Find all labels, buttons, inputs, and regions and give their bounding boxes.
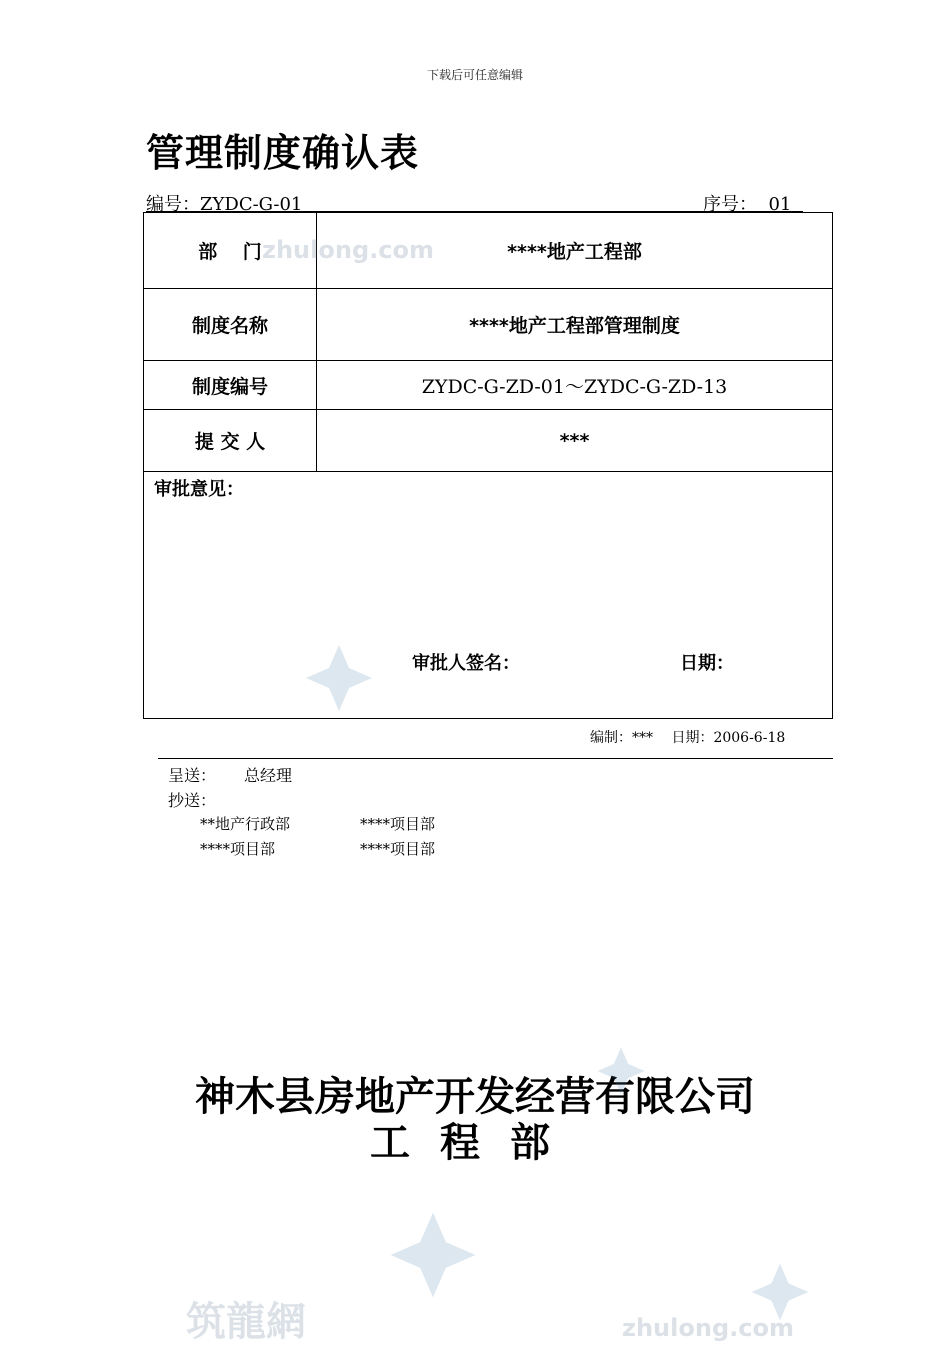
department-name: 工程部 (370, 1120, 580, 1166)
cc-recipient: ****项目部 (360, 815, 436, 833)
doc-number-label: 编号： (146, 194, 200, 215)
doc-seq-value: 01 (768, 194, 792, 215)
form-value: ****地产工程部管理制度 (469, 315, 680, 337)
separator-line (158, 758, 833, 759)
company-name: 神木县房地产开发经营有限公司 (195, 1074, 755, 1120)
download-note: 下载后可任意编辑 (426, 68, 523, 82)
send-to-line (168, 763, 292, 786)
approval-date-label: 日期： (680, 653, 734, 674)
send-label: 呈送： (168, 766, 217, 785)
form-value: *** (559, 429, 590, 452)
doc-number-value: ZYDC-G-01 (200, 194, 303, 215)
form-label: 提 交 人 (144, 410, 317, 471)
cc-recipient: ****项目部 (200, 840, 276, 858)
snowflake-watermark-icon (388, 1210, 478, 1300)
send-recipient: 总经理 (244, 766, 293, 785)
form-row-policy-number (144, 361, 832, 410)
form-value: ZYDC-G-ZD-01～ZYDC-G-ZD-13 (421, 375, 728, 398)
compiled-by: 编制：*** 日期：2006-6-18 (590, 730, 786, 746)
cc-recipient: **地产行政部 (200, 815, 291, 833)
approval-opinion-label: 审批意见： (154, 479, 244, 500)
watermark-text: zhulong.com (262, 236, 434, 264)
snowflake-watermark-icon (750, 1262, 810, 1322)
page-title: 管理制度确认表 (146, 131, 420, 175)
watermark-text: zhulong.com (622, 1314, 794, 1342)
snowflake-watermark-icon (304, 643, 374, 713)
cc-recipient: ****项目部 (360, 840, 436, 858)
cc-label: 抄送： (168, 791, 217, 810)
doc-seq-label: 序号： (703, 194, 757, 215)
form-label: 制度编号 (144, 361, 317, 409)
approver-signature-label: 审批人签名： (412, 653, 520, 674)
watermark-text: 筑龍網 (186, 1298, 306, 1345)
confirmation-form (143, 212, 833, 719)
form-value: ****地产工程部 (507, 241, 642, 263)
snowflake-watermark-icon (596, 1046, 646, 1096)
form-row-department (144, 213, 832, 289)
form-row-policy-name (144, 289, 832, 361)
form-label: 制度名称 (144, 289, 317, 360)
form-label: 部 门 (144, 213, 317, 288)
form-row-submitter (144, 410, 832, 472)
